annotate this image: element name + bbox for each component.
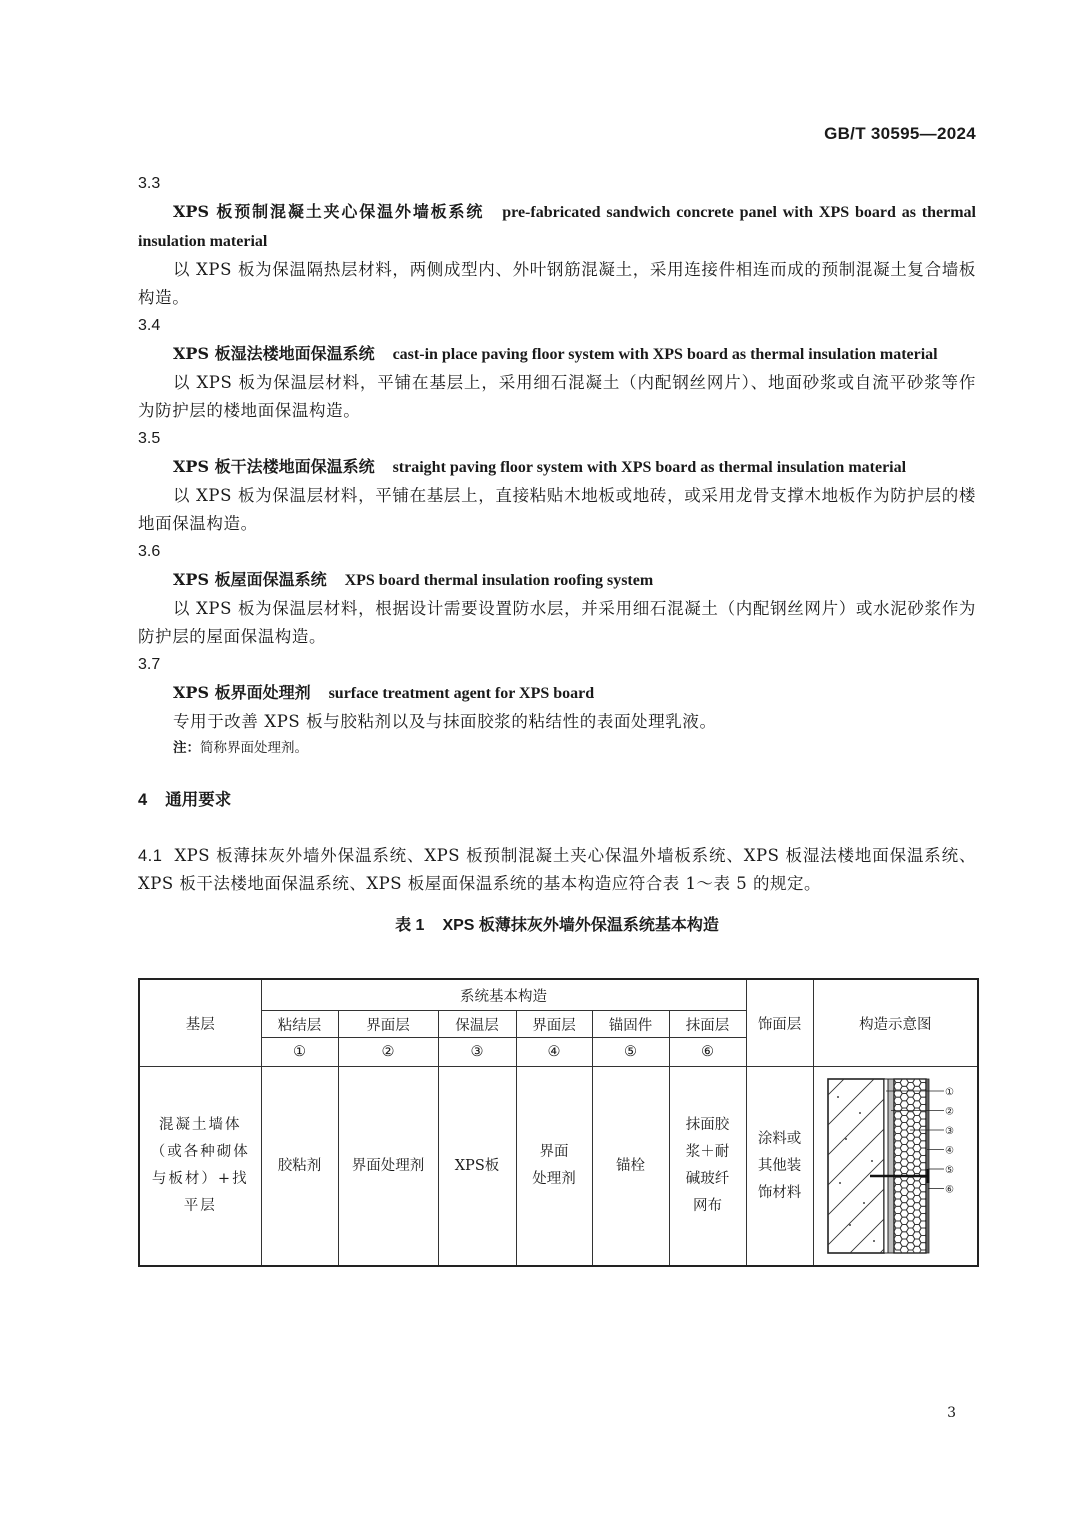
clause-number: 4.1: [138, 847, 163, 865]
term-3-5: [138, 425, 976, 538]
header-finish: 饰面层: [746, 979, 813, 1067]
term-definition: 以 XPS 板为保温层材料，根据设计需要设置防水层，并采用细石混凝土（内配钢丝网片）或水泥砂浆作为防护层的屋面保温构造。: [138, 599, 976, 646]
cell-line: 处理剂: [532, 1171, 576, 1187]
header-col-marker: ④: [516, 1038, 592, 1067]
term-title: [138, 340, 976, 369]
term-number: 3.6: [138, 543, 161, 560]
term-3-7: [138, 651, 976, 760]
term-title-cn: XPS 板屋面保温系统: [173, 570, 327, 589]
term-number: 3.5: [138, 430, 161, 447]
table-caption-title: XPS 板薄抹灰外墙外保温系统基本构造: [442, 917, 719, 934]
header-col-label: 抹面层: [669, 1011, 746, 1038]
section-title: 通用要求: [165, 791, 232, 809]
header-col-marker: ①: [261, 1038, 338, 1067]
structure-table: [138, 978, 979, 1267]
cell-line: 其他装: [757, 1157, 802, 1174]
cell-plaster: [669, 1067, 746, 1267]
cell-line: 网布: [693, 1198, 723, 1214]
cell-line: 涂料或: [757, 1130, 802, 1147]
wall-section-diagram: [820, 1073, 970, 1259]
header-col-label: 界面层: [338, 1011, 438, 1038]
cell-interface-1: 界面处理剂: [338, 1067, 438, 1267]
header-diagram: 构造示意图: [813, 979, 978, 1067]
clause-4-1: [138, 842, 976, 898]
term-title-cn: XPS 板预制混凝土夹心保温外墙板系统: [173, 202, 485, 221]
adhesive-layer: [888, 1079, 894, 1253]
term-title-cn: XPS 板湿法楼地面保温系统: [173, 344, 375, 363]
header-col-marker: ⑤: [592, 1038, 669, 1067]
term-3-6: [138, 538, 976, 651]
table-caption: [138, 912, 976, 952]
section-heading: [138, 786, 976, 814]
levelling-layer: [884, 1079, 888, 1253]
header-group: 系统基本构造: [261, 979, 746, 1011]
cell-line: 碱玻纤: [685, 1171, 730, 1187]
term-title: [138, 679, 976, 708]
clause-text: XPS 板薄抹灰外墙外保温系统、XPS 板预制混凝土夹心保温外墙板系统、XPS 板湿法楼地面保温系统、XPS 板干法楼地面保温系统、XPS 板屋面保温系统的基本构造应符合表 1～表 5 的规定。: [138, 846, 976, 893]
marker-label: ⑥: [945, 1184, 955, 1196]
standard-code: GB/T 30595—2024: [824, 124, 976, 143]
header-col-marker: ③: [438, 1038, 516, 1067]
term-number: 3.4: [138, 317, 161, 334]
header-col-label: 粘结层: [261, 1011, 338, 1038]
marker-label: ②: [945, 1106, 955, 1118]
cell-line: 界面: [539, 1144, 569, 1160]
header-col-label: 保温层: [438, 1011, 516, 1038]
term-title: [138, 566, 976, 595]
term-definition: 以 XPS 板为保温隔热层材料，两侧成型内、外叶钢筋混凝土，采用连接件相连而成的预制混凝土复合墙板构造。: [138, 260, 976, 307]
table-caption-number: 表 1: [395, 917, 425, 934]
term-definition: 以 XPS 板为保温层材料，平铺在基层上，直接粘贴木地板或地砖，或采用龙骨支撑木地板作为防护层的楼地面保温构造。: [138, 486, 976, 533]
term-title-cn: XPS 板干法楼地面保温系统: [173, 457, 375, 476]
cell-line: 饰材料: [757, 1184, 802, 1201]
term-title-en: surface treatment agent for XPS board: [328, 685, 595, 702]
term-number: 3.7: [138, 656, 161, 673]
table-header-row: [139, 979, 978, 1011]
header-col-label: 锚固件: [592, 1011, 669, 1038]
term-3-4: [138, 312, 976, 425]
cell-line: 抹面胶: [685, 1117, 730, 1133]
xps-board-layer: [894, 1075, 928, 1253]
term-title: [138, 453, 976, 482]
marker-label: ④: [945, 1145, 955, 1157]
term-definition: 以 XPS 板为保温层材料，平铺在基层上，采用细石混凝土（内配钢丝网片）、地面砂浆或自流平砂浆等作为防护层的楼地面保温构造。: [138, 373, 976, 420]
marker-label: ⑤: [945, 1165, 955, 1176]
marker-label: ①: [945, 1087, 955, 1098]
document-body: [138, 170, 976, 952]
term-3-3: [138, 170, 976, 312]
term-title-en: cast-in place paving floor system with XPS board as thermal insulation material: [392, 346, 938, 363]
term-number: 3.3: [138, 175, 161, 192]
cell-adhesive: 胶粘剂: [261, 1067, 338, 1267]
term-title-en: XPS board thermal insulation roofing system: [344, 572, 654, 589]
term-note: [138, 736, 976, 760]
term-title: [138, 198, 976, 256]
section-number: 4: [138, 791, 148, 809]
header-col-marker: ⑥: [669, 1038, 746, 1067]
cell-base: 混凝土墙体（或各种砌体与板材）+找平层: [139, 1067, 261, 1267]
cell-finish: [746, 1067, 813, 1267]
header-col-label: 界面层: [516, 1011, 592, 1038]
term-title-cn: XPS 板界面处理剂: [173, 683, 311, 702]
term-title-en: straight paving floor system with XPS board as thermal insulation material: [392, 459, 907, 476]
term-title-en: pre-fabricated sandwich concrete panel with XPS board as thermal insulation material: [138, 204, 976, 250]
plaster-layer: [926, 1079, 929, 1253]
cell-interface-2: [516, 1067, 592, 1267]
cell-anchor: 锚栓: [592, 1067, 669, 1267]
header-base: 基层: [139, 979, 261, 1067]
header-col-marker: ②: [338, 1038, 438, 1067]
page-number: 3: [947, 1405, 956, 1421]
cell-insulation: XPS板: [438, 1067, 516, 1267]
term-definition: 专用于改善 XPS 板与胶粘剂以及与抹面胶浆的粘结性的表面处理乳液。: [173, 712, 717, 731]
marker-label: ③: [945, 1126, 955, 1137]
note-label: 注：: [173, 740, 200, 755]
cell-diagram: [813, 1067, 978, 1267]
table-row: [139, 1067, 978, 1267]
cell-line: 浆＋耐: [685, 1144, 730, 1160]
note-text: 简称界面处理剂。: [200, 740, 308, 756]
